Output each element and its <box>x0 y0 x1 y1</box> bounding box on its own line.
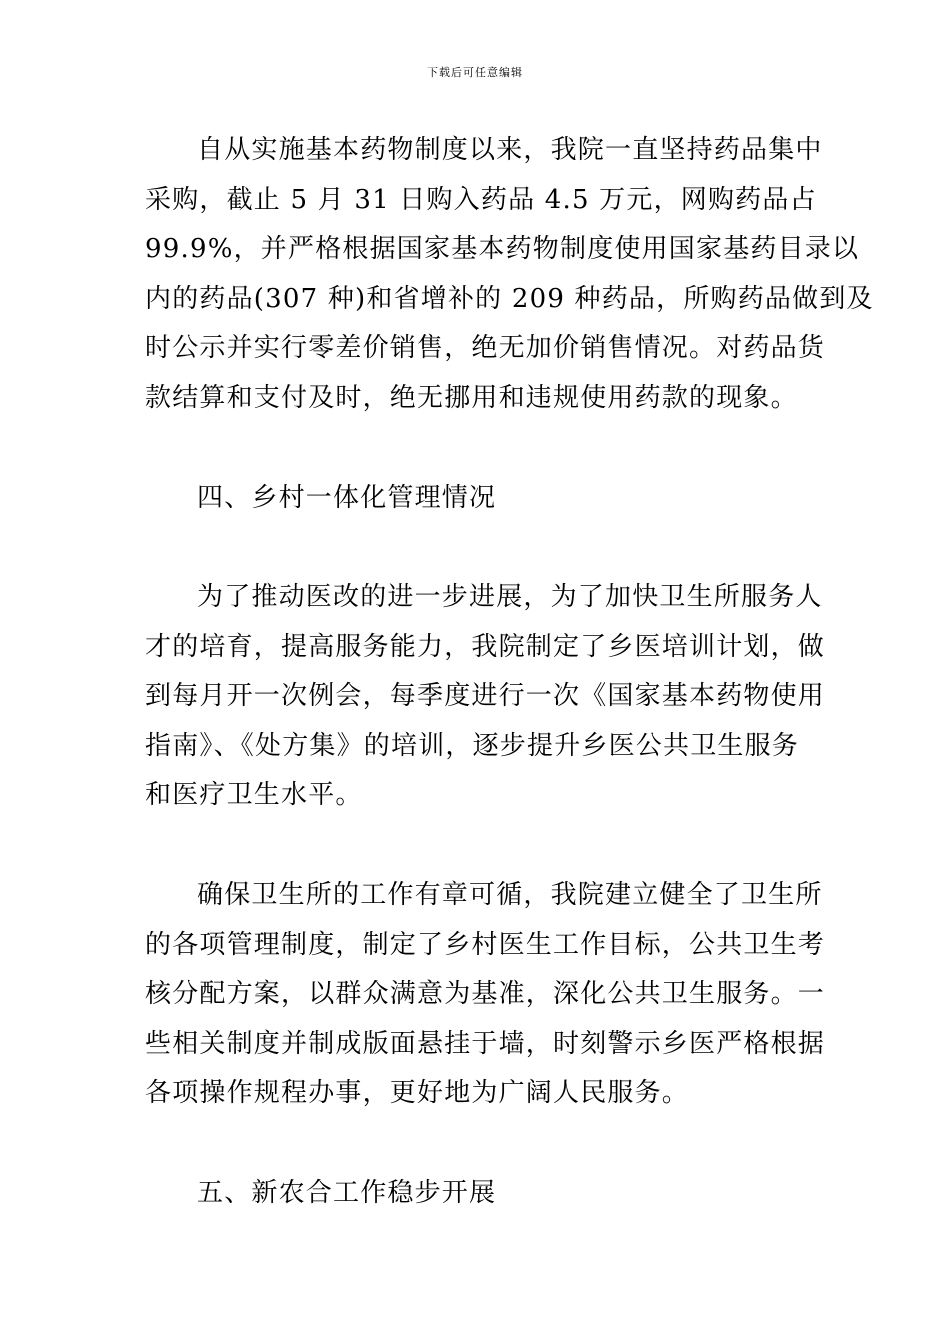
paragraph-line: 到每月开一次例会，每季度进行一次《国家基本药物使用 <box>145 681 826 711</box>
section-heading-5: 五、新农合工作稳步开展 <box>197 1178 497 1208</box>
paragraph-village-doctor-training <box>145 573 826 821</box>
paragraph-line: 和医疗卫生水平。 <box>145 780 363 810</box>
paragraph-line: 自从实施基本药物制度以来，我院一直坚持药品集中 <box>197 135 823 165</box>
paragraph-line: 的各项管理制度，制定了乡村医生工作目标，公共卫生考 <box>145 929 826 960</box>
paragraph-line: 指南》、《处方集》的培训，逐步提升乡医公共卫生服务 <box>145 730 800 761</box>
paragraph-line: 内的药品(307 种)和省增补的 209 种药品，所购药品做到及 <box>145 283 874 314</box>
paragraph-line: 为了推动医改的进一步进展，为了加快卫生所服务人 <box>197 582 823 612</box>
paragraph-line: 才的培育，提高服务能力，我院制定了乡医培训计划，做 <box>145 631 826 662</box>
paragraph-drug-procurement <box>145 126 874 423</box>
paragraph-line: 99.9%，并严格根据国家基本药物制度使用国家基药目录以 <box>145 234 860 264</box>
paragraph-line: 采购，截止 5 月 31 日购入药品 4.5 万元，网购药品占 <box>145 184 817 215</box>
page-header: 下载后可任意编辑 <box>427 66 523 79</box>
section-heading-4: 四、乡村一体化管理情况 <box>197 483 497 513</box>
paragraph-line: 各项操作规程办事，更好地为广阔人民服务。 <box>145 1078 690 1108</box>
paragraph-line: 确保卫生所的工作有章可循，我院建立健全了卫生所 <box>197 880 823 910</box>
paragraph-line: 款结算和支付及时，绝无挪用和违规使用药款的现象。 <box>145 382 798 413</box>
paragraph-management-system <box>145 871 826 1119</box>
paragraph-line: 核分配方案，以群众满意为基准，深化公共卫生服务。一 <box>145 979 826 1009</box>
paragraph-line: 些相关制度并制成版面悬挂于墙，时刻警示乡医严格根据 <box>145 1028 826 1059</box>
paragraph-line: 时公示并实行零差价销售，绝无加价销售情况。对药品货 <box>145 333 826 363</box>
